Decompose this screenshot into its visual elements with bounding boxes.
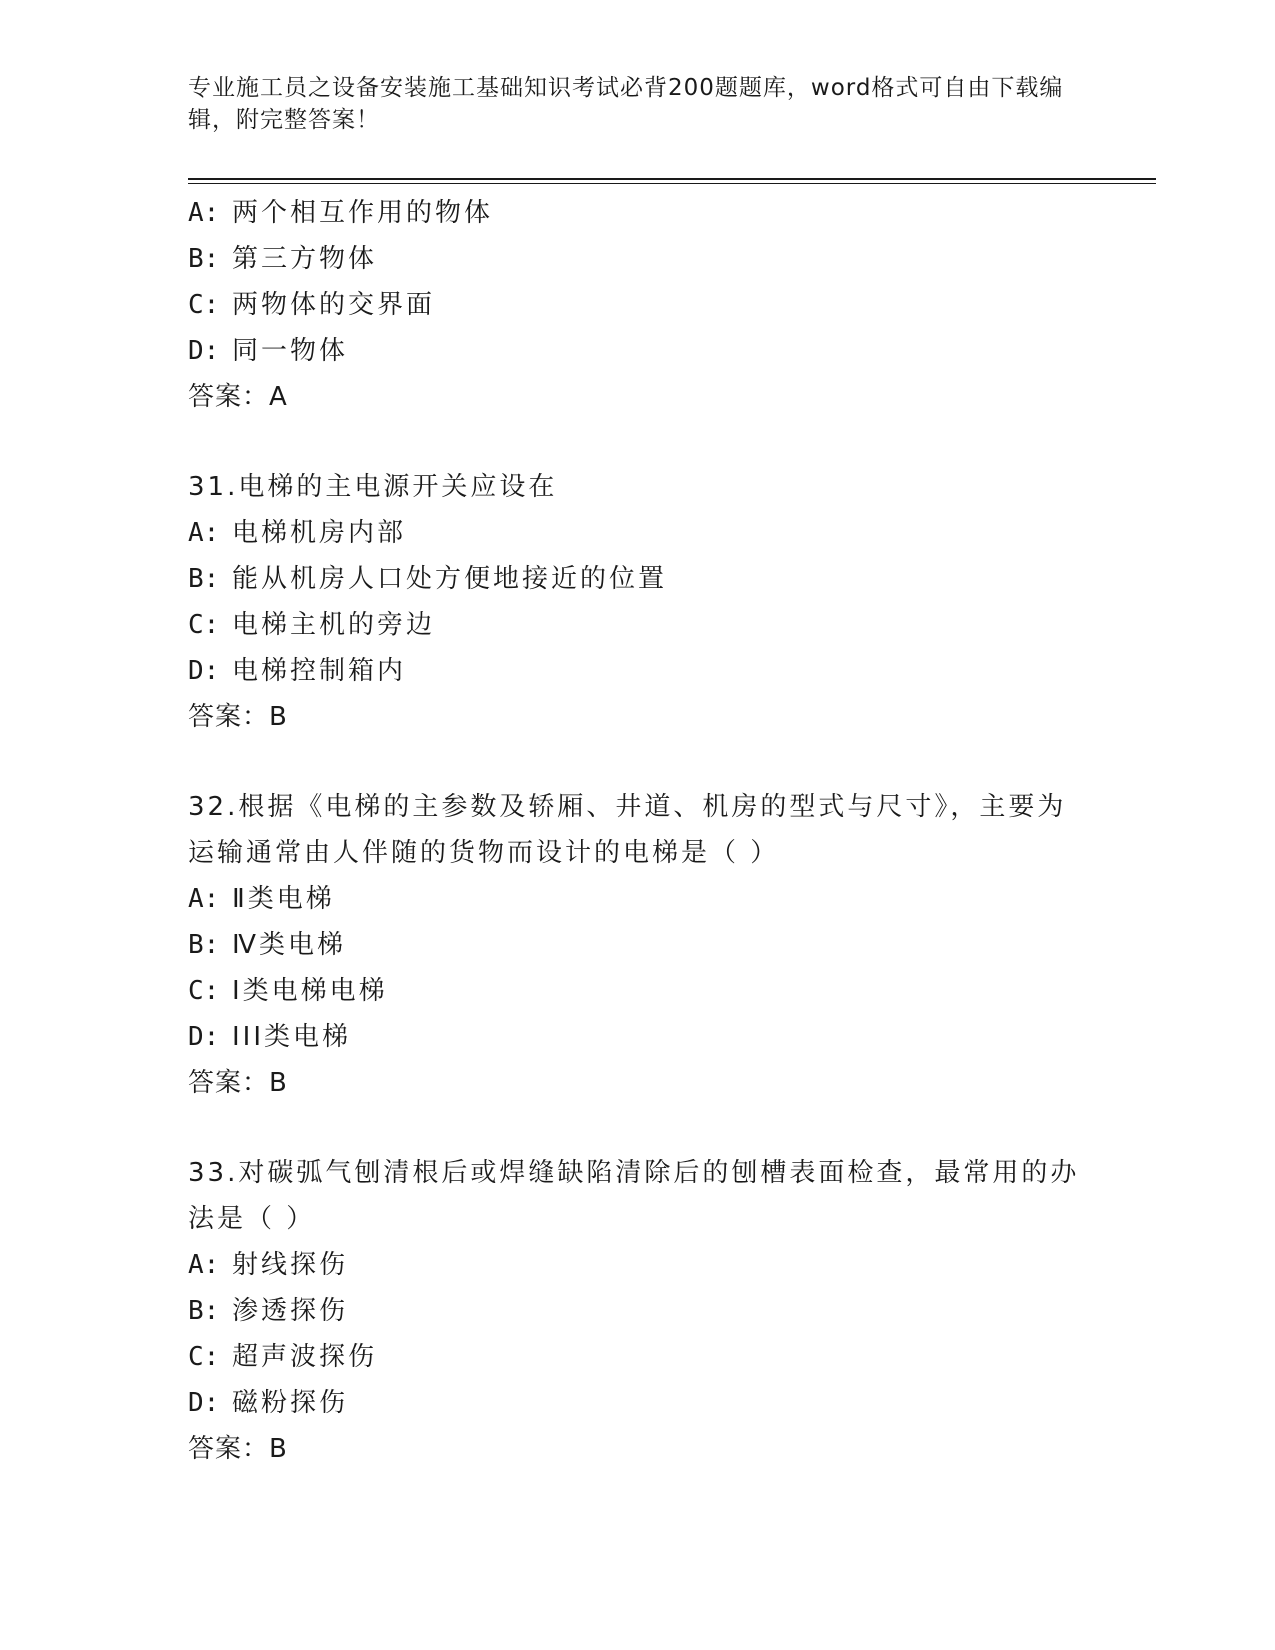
option-letter: D: [188, 1388, 220, 1418]
option-d [188, 648, 1156, 694]
option-text: Ⅳ类电梯 [232, 930, 346, 960]
option-text: 射线探伤 [232, 1250, 349, 1280]
option-a [188, 510, 1156, 556]
option-letter: B: [188, 930, 220, 960]
answer-line: 答案：B [188, 1068, 288, 1098]
option-c [188, 282, 1156, 328]
question-list [188, 190, 1156, 1472]
option-text: 同一物体 [232, 336, 349, 366]
option-letter: A: [188, 1250, 220, 1280]
option-text: 渗透探伤 [232, 1296, 349, 1326]
answer-line: 答案：B [188, 702, 288, 732]
option-letter: D: [188, 336, 220, 366]
option-letter: A: [188, 884, 220, 914]
option-text: 两物体的交界面 [232, 290, 436, 320]
option-letter: A: [188, 518, 220, 548]
option-a [188, 190, 1156, 236]
header-divider [188, 178, 1156, 184]
option-text: 电梯机房内部 [232, 518, 407, 548]
option-letter: B: [188, 244, 220, 274]
option-text: 两个相互作用的物体 [232, 198, 494, 228]
option-letter: C: [188, 610, 220, 640]
option-d [188, 328, 1156, 374]
option-text: 电梯主机的旁边 [232, 610, 436, 640]
option-c [188, 602, 1156, 648]
answer-line: 答案：A [188, 382, 288, 412]
document-header: 专业施工员之设备安装施工基础知识考试必背200题题库，word格式可自由下载编辑，附完整答案！ [188, 75, 1064, 133]
question-block [188, 1150, 1156, 1472]
question-stem: 32.根据《电梯的主参数及轿厢、井道、机房的型式与尺寸》，主要为运输通常由人伴随的货物而设计的电梯是（ ） [188, 792, 1067, 868]
option-letter: C: [188, 290, 220, 320]
option-b [188, 236, 1156, 282]
option-a [188, 876, 1156, 922]
option-letter: B: [188, 1296, 220, 1326]
question-stem: 31.电梯的主电源开关应设在 [188, 472, 558, 502]
option-text: 第三方物体 [232, 244, 378, 274]
option-text: III类电梯 [232, 1022, 352, 1052]
option-letter: B: [188, 564, 220, 594]
option-letter: C: [188, 976, 220, 1006]
option-d [188, 1014, 1156, 1060]
option-letter: D: [188, 1022, 220, 1052]
option-b [188, 922, 1156, 968]
option-letter: D: [188, 656, 220, 686]
option-text: 磁粉探伤 [232, 1388, 349, 1418]
option-a [188, 1242, 1156, 1288]
option-d [188, 1380, 1156, 1426]
option-b [188, 1288, 1156, 1334]
option-c [188, 1334, 1156, 1380]
answer-line: 答案：B [188, 1434, 288, 1464]
option-c [188, 968, 1156, 1014]
question-stem: 33.对碳弧气刨清根后或焊缝缺陷清除后的刨槽表面检查，最常用的办法是（ ） [188, 1158, 1080, 1234]
option-b [188, 556, 1156, 602]
option-letter: A: [188, 198, 220, 228]
option-text: 能从机房人口处方便地接近的位置 [232, 564, 668, 594]
question-block [188, 464, 1156, 740]
option-text: 电梯控制箱内 [232, 656, 407, 686]
option-text: Ⅰ类电梯电梯 [232, 976, 388, 1006]
option-text: 超声波探伤 [232, 1342, 378, 1372]
question-block [188, 190, 1156, 420]
option-text: Ⅱ类电梯 [232, 884, 335, 914]
option-letter: C: [188, 1342, 220, 1372]
question-block [188, 784, 1156, 1106]
